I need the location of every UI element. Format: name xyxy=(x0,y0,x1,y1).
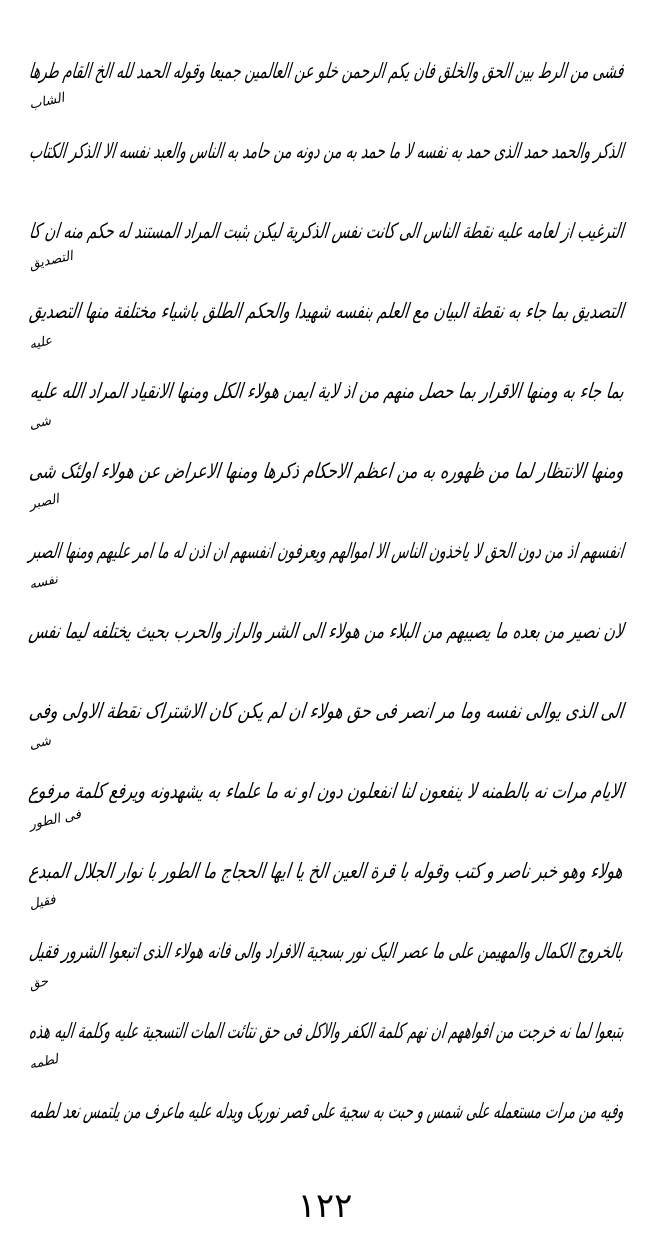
marginal-note: التصدیق xyxy=(28,248,75,273)
manuscript-line xyxy=(27,174,626,254)
manuscript-line xyxy=(28,333,626,414)
manuscript-text-block xyxy=(27,14,626,1134)
marginal-note: الشاب xyxy=(28,90,66,113)
manuscript-line xyxy=(27,733,626,814)
manuscript-line xyxy=(27,413,626,494)
manuscript-line-text: الی الذی یوالی نفسه وما مر انصر فی حق هولاء ان لم یکن کان الاشتراک نقطة الاولی وفی xyxy=(27,699,626,723)
manuscript-line xyxy=(28,892,626,974)
marginal-note: فی الطور xyxy=(28,807,83,833)
manuscript-line-text: وفیه من مرات مستعمله علی شمس و حبت به سجیة علی قصر نوریک ویدله علیه ماعرف من یلتمس نعد لطمه xyxy=(27,1099,626,1123)
marginal-note: فقیل xyxy=(28,892,58,913)
marginal-note: لطمه xyxy=(28,1051,60,1073)
manuscript-line xyxy=(27,14,626,94)
manuscript-line xyxy=(27,491,626,574)
manuscript-line-text: بالخروج الکمال والمهیمن علی ما عصر الیک نور بسجیة الافراد والی فانه هولاء الذی اتبعوا الشرور فقیل xyxy=(28,939,626,963)
manuscript-line xyxy=(27,654,626,734)
manuscript-line xyxy=(27,572,626,654)
manuscript-line xyxy=(28,807,626,894)
manuscript-line xyxy=(27,248,626,334)
manuscript-line-text: بما جاء به ومنها الاقرار بما حصل منهم من اذ لاية ایمن هولاء الکل ومنها الانقیاد المراد الله علیه xyxy=(28,379,626,403)
marginal-note: علیه xyxy=(28,333,54,353)
manuscript-line xyxy=(27,1051,626,1134)
manuscript-line-text: ومنها الانتظار لما من ظهوره به من اعظم الاحکام ذکرها ومنها الاعراض عن هولاء اولئک شی xyxy=(27,459,626,483)
manuscript-line-text: فشی من الرط بین الحق والخلق فان یکم الرحمن خلو عن العالمین جمیعا وقوله الحمد لله الخ القام طرها xyxy=(27,59,626,83)
marginal-note: الصبر xyxy=(28,491,61,513)
manuscript-line-text: لان نصیر من بعده ما یصیبهم من البلاء من هولاء الی الشر والراز والحرب بحیث یختلفه لیما نفس xyxy=(27,619,626,643)
manuscript-line-text: هولاء وهو خبر ناصر و کتب وقوله با قرة العین الخ یا ایها الحجاج ما الطور با نوار الجلال المبدع xyxy=(28,859,626,883)
manuscript-line-text: انفسهم اذ من دون الحق لا یاخذون الناس الا اموالهم ویعرفون انفسهم ان اذن له ما امر علیهم ومنها الصبر xyxy=(27,539,626,563)
marginal-note: حق xyxy=(28,974,50,993)
manuscript-line xyxy=(27,90,626,174)
manuscript-line-text: الایام مرات نه بالطمنه لا ینفعون لنا انفعلون دون او نه ما علماء به یشهدونه ویرفع کلمة مرفوع xyxy=(27,779,626,803)
marginal-note: نفسه xyxy=(28,572,60,593)
marginal-note: شی xyxy=(28,733,53,753)
marginal-note: شی xyxy=(28,413,53,433)
manuscript-line-text: الترغیب از لعامه علیه نقطة الناس الی کانت نفس الذکریة لیکن بثبت المراد المستند له حکم منه ان کا xyxy=(27,219,626,243)
manuscript-line-text: الذکر والحمد حمد الذی حمد به نفسه لا ما حمد به من دونه من حامد به الناس والعبد نفسه الا الذکر الکتاب xyxy=(27,139,626,163)
manuscript-line xyxy=(27,974,626,1054)
page-number: ١٢٢ xyxy=(297,1186,353,1226)
manuscript-line-text: التصدیق بما جاء به نقطة البیان مع العلم بنفسه شهیدا والحکم الطلق باشیاء مختلفة منها التصدیق xyxy=(27,299,626,323)
manuscript-line-text: بتبعوا لما نه خرجت من افواههم ان نهم کلمة الکفر والاکل فی حق نتائت المات التسجیة علیه وکلمة الیه هذه xyxy=(27,1019,626,1043)
